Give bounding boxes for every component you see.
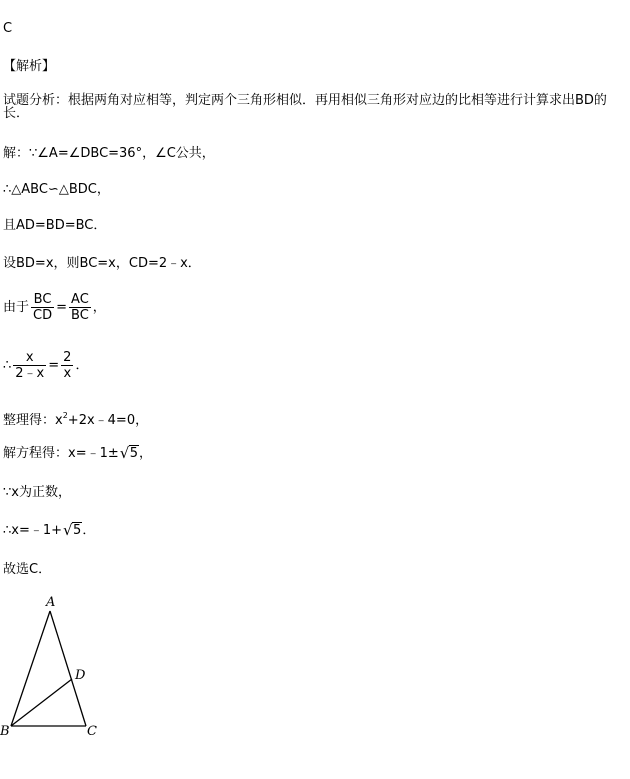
fraction-numerator: 2: [63, 350, 72, 365]
sqrt-symbol: √: [63, 521, 73, 539]
equation-part: ∴x=﹣1+: [3, 523, 63, 538]
step-choice: 故选C．: [3, 562, 52, 577]
fraction-denominator: x: [63, 366, 72, 381]
section-title: 【解析】: [3, 59, 56, 74]
segment-bd: [11, 679, 72, 726]
equation-part: 解方程得：x=﹣1±: [3, 446, 119, 461]
fraction-2-over-x: [61, 350, 73, 381]
fraction-bc-cd: [31, 292, 54, 323]
fraction-numerator: AC: [69, 292, 91, 308]
fraction-x-over-2-minus-x: [13, 350, 46, 381]
equation-part: ．: [82, 523, 96, 538]
exponent: 2: [62, 411, 68, 420]
fraction-denominator: 2﹣x: [15, 366, 45, 381]
proportion-suffix: ．: [75, 358, 89, 373]
fraction-denominator: CD: [33, 308, 53, 323]
therefore-symbol: ∴: [3, 358, 12, 373]
label-d: D: [75, 668, 86, 683]
sqrt-radicand: 5: [73, 523, 82, 538]
label-b: B: [0, 724, 10, 739]
fraction-numerator: BC: [31, 292, 54, 308]
sqrt-expression: [120, 446, 139, 462]
answer-letter: C: [3, 21, 13, 36]
step-simplify: [3, 408, 148, 429]
ratio-prefix: 由于: [3, 300, 30, 315]
fraction-numerator: x: [13, 350, 46, 366]
step-ratio: [3, 292, 106, 323]
equation-part: +2x﹣4=0，: [67, 413, 149, 428]
step-equal-sides: 且AD=BD=BC．: [3, 218, 107, 233]
step-result: [3, 523, 95, 539]
sqrt-expression: [63, 523, 82, 539]
fraction-ac-bc: [69, 292, 91, 323]
step-proportion: [3, 350, 88, 381]
analysis-text: 试题分析：根据两角对应相等，判定两个三角形相似．再用相似三角形对应边的比相等进行计算求出BD的长．: [3, 93, 607, 121]
step-similar: ∴△ABC∽△BDC，: [3, 182, 110, 197]
step-given-angles: 解：∵∠A=∠DBC=36°，∠C公共，: [3, 146, 215, 161]
label-c: C: [87, 724, 97, 739]
step-set-variable: 设BD=x，则BC=x，CD=2﹣x．: [3, 256, 201, 271]
equation-part: 整理得：x: [3, 413, 63, 428]
label-a: A: [46, 595, 56, 610]
equals-sign: =: [56, 300, 68, 315]
side-ab: [11, 611, 50, 726]
equation-part: ，: [139, 446, 153, 461]
step-positive: ∵x为正数，: [3, 485, 71, 500]
ratio-suffix: ，: [92, 300, 106, 315]
sqrt-symbol: √: [119, 444, 130, 462]
equals-sign: =: [48, 358, 60, 373]
fraction-denominator: BC: [71, 308, 89, 323]
sqrt-radicand: 5: [129, 446, 139, 461]
step-solve: [3, 446, 152, 462]
triangle-figure: [0, 593, 120, 743]
